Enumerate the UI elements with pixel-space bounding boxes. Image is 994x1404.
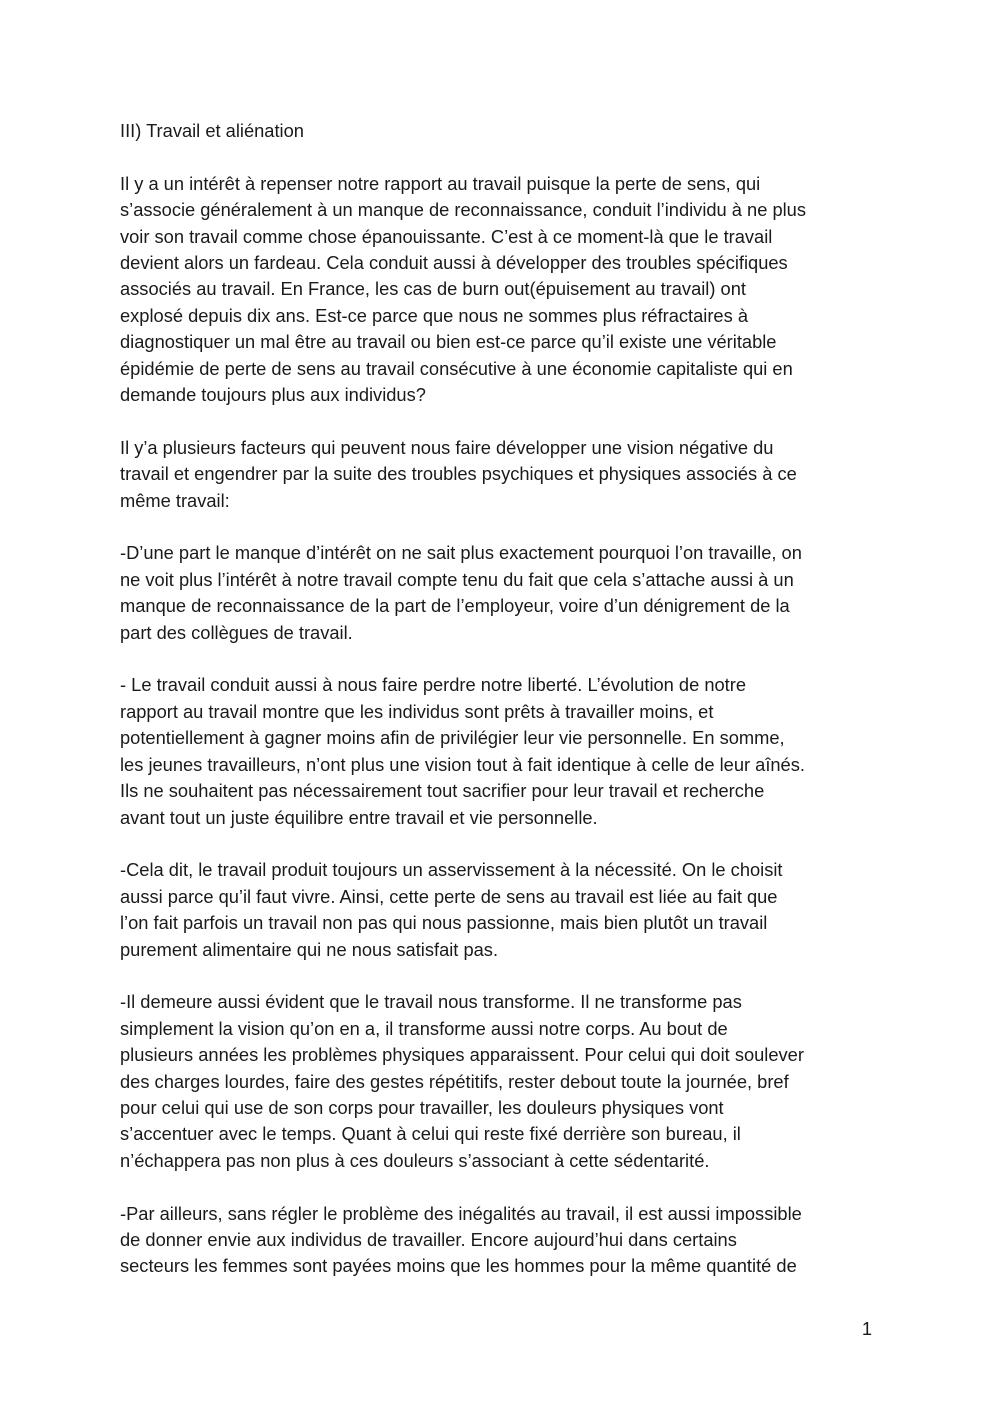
text-line: avant tout un juste équilibre entre travail et vie personnelle.	[120, 806, 598, 828]
text-line: des charges lourdes, faire des gestes répétitifs, rester debout toute la journée, bref	[120, 1070, 789, 1092]
paragraph	[120, 672, 880, 830]
text-line: devient alors un fardeau. Cela conduit aussi à développer des troubles spécifiques	[120, 252, 788, 274]
text-line: aussi parce qu’il faut vivre. Ainsi, cette perte de sens au travail est liée au fait que	[120, 885, 778, 907]
text-line: demande toujours plus aux individus?	[120, 384, 426, 406]
text-line: -Cela dit, le travail produit toujours un asservissement à la nécessité. On le choisit	[120, 859, 783, 881]
text-line: même travail:	[120, 489, 230, 511]
text-line: voir son travail comme chose épanouissante. C’est à ce moment-là que le travail	[120, 225, 773, 247]
text-line: Ils ne souhaitent pas nécessairement tout sacrifier pour leur travail et recherche	[120, 780, 765, 802]
text-line: manque de reconnaissance de la part de l’employeur, voire d’un dénigrement de la	[120, 595, 790, 617]
text-line: purement alimentaire qui ne nous satisfait pas.	[120, 938, 499, 960]
text-line: s’associe généralement à un manque de reconnaissance, conduit l’individu à ne plus	[120, 199, 806, 221]
text-line: explosé depuis dix ans. Est-ce parce que nous ne sommes plus réfractaires à	[120, 304, 748, 326]
text-line: Il y a un intérêt à repenser notre rapport au travail puisque la perte de sens, qui	[120, 172, 761, 194]
text-line: part des collègues de travail.	[120, 621, 353, 643]
text-line: n’échappera pas non plus à ces douleurs s’associant à cette sédentarité.	[120, 1149, 710, 1171]
text-line: ne voit plus l’intérêt à notre travail compte tenu du fait que cela s’attache aussi à un	[120, 568, 794, 590]
paragraph	[120, 989, 880, 1174]
text-line: diagnostiquer un mal être au travail ou bien est-ce parce qu’il existe une véritable	[120, 331, 777, 353]
text-line: l’on fait parfois un travail non pas qui nous passionne, mais bien plutôt un travail	[120, 912, 768, 934]
text-line: -Par ailleurs, sans régler le problème des inégalités au travail, il est aussi impossible	[120, 1202, 802, 1224]
text-line: épidémie de perte de sens au travail consécutive à une économie capitaliste qui en	[120, 357, 793, 379]
text-line: plusieurs années les problèmes physiques apparaissent. Pour celui qui doit soulever	[120, 1044, 804, 1066]
section-heading: III) Travail et aliénation	[120, 120, 304, 141]
text-line: associés au travail. En France, les cas de burn out(épuisement au travail) ont	[120, 278, 746, 300]
text-line: secteurs les femmes sont payées moins que les hommes pour la même quantité de	[120, 1255, 797, 1277]
text-line: potentiellement à gagner moins afin de privilégier leur vie personnelle. En somme,	[120, 727, 785, 749]
text-line: les jeunes travailleurs, n’ont plus une vision tout à fait identique à celle de leur aînés.	[120, 753, 805, 775]
paragraph	[120, 540, 880, 646]
text-line: simplement la vision qu’on en a, il transforme aussi notre corps. Au bout de	[120, 1017, 728, 1039]
document-body	[120, 118, 880, 1306]
text-line: -D’une part le manque d’intérêt on ne sait plus exactement pourquoi l’on travaille, on	[120, 542, 802, 564]
paragraph	[120, 857, 880, 963]
paragraph	[120, 1201, 880, 1280]
text-line: - Le travail conduit aussi à nous faire perdre notre liberté. L’évolution de notre	[120, 674, 746, 696]
paragraph	[120, 171, 880, 409]
text-line: rapport au travail montre que les individus sont prêts à travailler moins, et	[120, 700, 714, 722]
page-number: 1	[861, 1318, 872, 1339]
text-line: Il y’a plusieurs facteurs qui peuvent nous faire développer une vision négative du	[120, 436, 774, 458]
text-line: pour celui qui use de son corps pour travailler, les douleurs physiques vont	[120, 1096, 724, 1118]
paragraph	[120, 435, 880, 514]
text-line: de donner envie aux individus de travailler. Encore aujourd’hui dans certains	[120, 1228, 737, 1250]
text-line: -Il demeure aussi évident que le travail nous transforme. Il ne transforme pas	[120, 991, 742, 1013]
text-line: s’accentuer avec le temps. Quant à celui qui reste fixé derrière son bureau, il	[120, 1123, 741, 1145]
text-line: travail et engendrer par la suite des troubles psychiques et physiques associés à ce	[120, 463, 797, 485]
paragraph-list	[120, 171, 880, 1280]
